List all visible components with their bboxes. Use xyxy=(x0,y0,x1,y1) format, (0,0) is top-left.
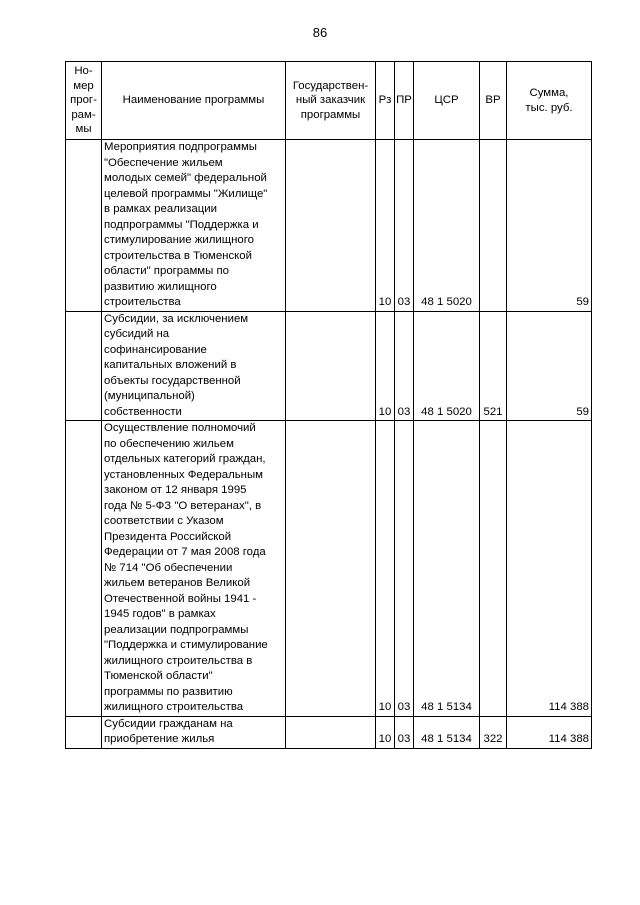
header-program-number: Но- мер прог- рам- мы xyxy=(66,62,102,140)
cell-sum: 59 xyxy=(507,140,592,312)
header-state-customer: Государствен- ный заказчик программы xyxy=(286,62,376,140)
header-vr: ВР xyxy=(480,62,507,140)
table-row xyxy=(66,716,592,748)
cell-rz: 10 xyxy=(376,311,395,421)
table-header-row xyxy=(66,62,592,140)
cell-csr: 48 1 5020 xyxy=(414,140,480,312)
cell-program-name: Осуществление полномочий по обеспечению жильем отдельных категорий граждан, установленных Федеральным законом от 12 января 1995 года № 5-ФЗ "О ветеранах", в соответствии с Указом Президента Российской Федерации от 7 мая 2008 года № 714 "Об обеспечении жильем ветеранов Великой Отечественной войны 1941 - 1945 годов" в рамках реализации подпрограммы "Поддержка и стимулирование жилищного строительства в Тюменской области" программы по развитию жилищного строительства xyxy=(102,421,286,717)
cell-program-number xyxy=(66,140,102,312)
cell-sum: 114 388 xyxy=(507,421,592,717)
header-csr: ЦСР xyxy=(414,62,480,140)
cell-program-number xyxy=(66,716,102,748)
cell-vr: 521 xyxy=(480,311,507,421)
cell-pr: 03 xyxy=(395,140,414,312)
header-sum: Сумма, тыс. руб. xyxy=(507,62,592,140)
header-pr: ПР xyxy=(395,62,414,140)
cell-vr xyxy=(480,140,507,312)
cell-csr: 48 1 5020 xyxy=(414,311,480,421)
cell-csr: 48 1 5134 xyxy=(414,716,480,748)
cell-state-customer xyxy=(286,311,376,421)
cell-state-customer xyxy=(286,421,376,717)
cell-pr: 03 xyxy=(395,421,414,717)
cell-sum: 59 xyxy=(507,311,592,421)
cell-csr: 48 1 5134 xyxy=(414,421,480,717)
cell-rz: 10 xyxy=(376,421,395,717)
cell-program-name: Субсидии гражданам на приобретение жилья xyxy=(102,716,286,748)
cell-vr xyxy=(480,421,507,717)
cell-pr: 03 xyxy=(395,311,414,421)
cell-rz: 10 xyxy=(376,716,395,748)
cell-vr: 322 xyxy=(480,716,507,748)
page-number: 86 xyxy=(312,25,328,40)
table-row xyxy=(66,311,592,421)
cell-program-number xyxy=(66,421,102,717)
budget-table xyxy=(65,61,592,749)
cell-state-customer xyxy=(286,140,376,312)
header-program-name: Наименование программы xyxy=(102,62,286,140)
cell-sum: 114 388 xyxy=(507,716,592,748)
cell-program-name: Мероприятия подпрограммы "Обеспечение жильем молодых семей" федеральной целевой программы "Жилище" в рамках реализации подпрограммы "Поддержка и стимулирование жилищного строительства в Тюменской области" программы по развитию жилищного строительства xyxy=(102,140,286,312)
table-row xyxy=(66,140,592,312)
cell-rz: 10 xyxy=(376,140,395,312)
cell-program-number xyxy=(66,311,102,421)
cell-state-customer xyxy=(286,716,376,748)
cell-program-name: Субсидии, за исключением субсидий на софинансирование капитальных вложений в объекты государственной (муниципальной) собственности xyxy=(102,311,286,421)
header-rz: Рз xyxy=(376,62,395,140)
table-row xyxy=(66,421,592,717)
cell-pr: 03 xyxy=(395,716,414,748)
